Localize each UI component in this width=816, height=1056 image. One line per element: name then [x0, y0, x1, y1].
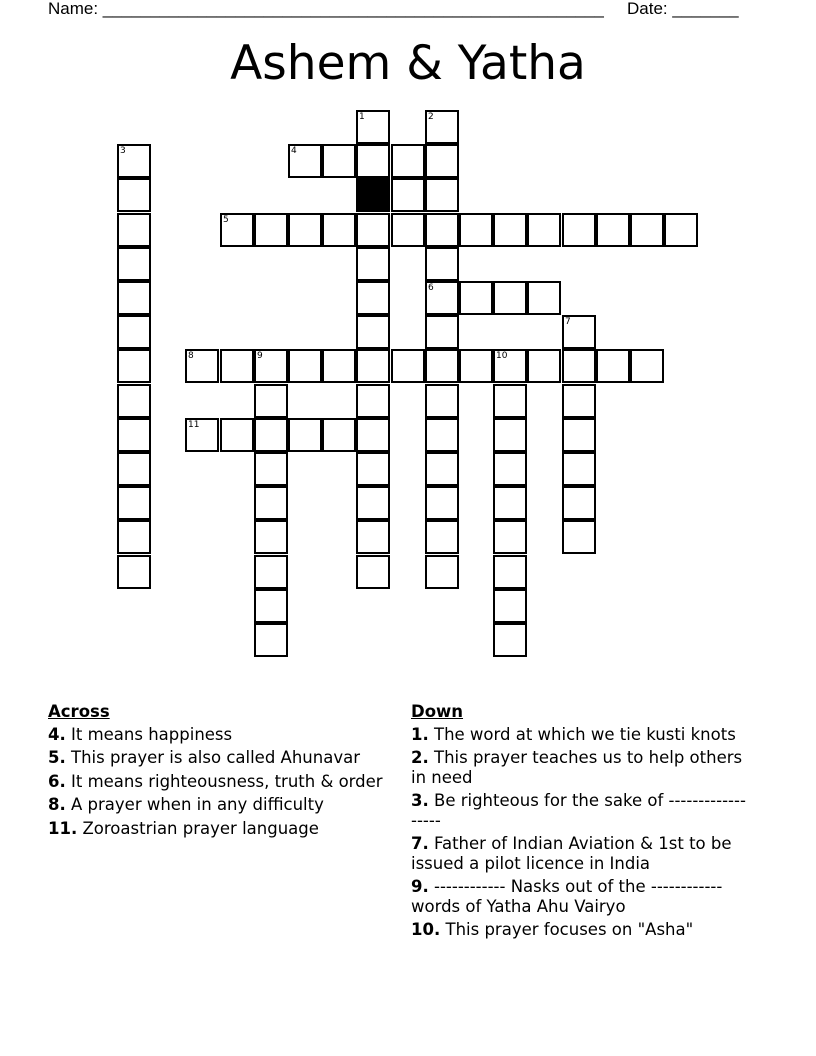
grid-cell[interactable] — [356, 315, 390, 349]
clue-number: 8 — [188, 351, 194, 361]
grid-cell[interactable] — [356, 110, 390, 144]
grid-cell[interactable] — [356, 247, 390, 281]
grid-cell[interactable] — [322, 144, 356, 178]
grid-cell[interactable] — [322, 213, 356, 247]
grid-cell[interactable] — [185, 349, 219, 383]
clue-down-10: 10. This prayer focuses on "Asha" — [411, 920, 694, 939]
page-title: Ashem & Yatha — [230, 36, 586, 91]
clue-number: 7 — [565, 317, 571, 327]
grid-cell[interactable] — [493, 555, 527, 589]
grid-cell[interactable] — [356, 281, 390, 315]
grid-cell[interactable] — [356, 349, 390, 383]
clue-number: 4 — [291, 146, 297, 156]
grid-cell[interactable] — [664, 213, 698, 247]
grid-cell[interactable] — [562, 349, 596, 383]
grid-cell[interactable] — [117, 247, 151, 281]
clue-number: 6 — [428, 283, 434, 293]
grid-cell[interactable] — [425, 349, 459, 383]
grid-cell[interactable] — [254, 486, 288, 520]
grid-cell[interactable] — [356, 144, 390, 178]
grid-cell[interactable] — [425, 213, 459, 247]
grid-cell[interactable] — [117, 486, 151, 520]
clue-number: 2 — [428, 112, 434, 122]
grid-cell[interactable] — [391, 144, 425, 178]
grid-cell[interactable] — [254, 555, 288, 589]
grid-cell[interactable] — [630, 349, 664, 383]
grid-cell[interactable] — [425, 247, 459, 281]
grid-cell[interactable] — [562, 486, 596, 520]
grid-cell[interactable] — [425, 418, 459, 452]
grid-cell[interactable] — [562, 384, 596, 418]
grid-cell[interactable] — [117, 281, 151, 315]
grid-cell[interactable] — [459, 213, 493, 247]
grid-cell[interactable] — [220, 418, 254, 452]
grid-cell[interactable] — [562, 520, 596, 554]
grid-cell[interactable] — [596, 213, 630, 247]
grid-cell[interactable] — [425, 178, 459, 212]
grid-cell[interactable] — [493, 418, 527, 452]
grid-cell[interactable] — [391, 178, 425, 212]
grid-cell[interactable] — [220, 349, 254, 383]
clue-across-6: 6. It means righteousness, truth & order — [48, 771, 383, 791]
grid-cell[interactable] — [288, 144, 322, 178]
across-clues — [48, 702, 388, 842]
grid-cell[interactable] — [425, 520, 459, 554]
grid-cell[interactable] — [356, 520, 390, 554]
grid-cell[interactable] — [562, 213, 596, 247]
grid-cell[interactable] — [117, 555, 151, 589]
clue-across-8: 8. A prayer when in any difficulty — [48, 795, 324, 814]
grid-cell[interactable] — [630, 213, 664, 247]
grid-cell[interactable] — [425, 281, 459, 315]
date-field[interactable]: Date: _______ — [627, 0, 739, 18]
grid-cell[interactable] — [288, 213, 322, 247]
grid-cell[interactable] — [493, 520, 527, 554]
grid-cell[interactable] — [425, 110, 459, 144]
grid-cell[interactable] — [288, 349, 322, 383]
name-field[interactable]: Name: _____________________________________________________ — [48, 0, 604, 18]
clue-number: 9 — [257, 351, 263, 361]
grid-cell[interactable] — [425, 315, 459, 349]
down-clues — [411, 702, 751, 944]
grid-cell[interactable] — [185, 418, 219, 452]
grid-cell[interactable] — [254, 213, 288, 247]
grid-cell[interactable] — [493, 623, 527, 657]
grid-cell[interactable] — [356, 213, 390, 247]
grid-block — [356, 178, 390, 212]
grid-cell[interactable] — [596, 349, 630, 383]
clue-number: 1 — [359, 112, 365, 122]
grid-cell[interactable] — [425, 452, 459, 486]
grid-cell[interactable] — [322, 349, 356, 383]
grid-cell[interactable] — [391, 213, 425, 247]
grid-cell[interactable] — [254, 623, 288, 657]
grid-cell[interactable] — [425, 555, 459, 589]
grid-cell[interactable] — [493, 384, 527, 418]
clue-across-11: 11. Zoroastrian prayer language — [48, 818, 319, 838]
grid-cell[interactable] — [562, 315, 596, 349]
grid-cell[interactable] — [493, 452, 527, 486]
grid-cell[interactable] — [459, 281, 493, 315]
grid-cell[interactable] — [562, 418, 596, 452]
grid-cell[interactable] — [356, 555, 390, 589]
grid-cell[interactable] — [117, 418, 151, 452]
grid-cell[interactable] — [254, 384, 288, 418]
grid-cell[interactable] — [493, 349, 527, 383]
grid-cell[interactable] — [493, 486, 527, 520]
grid-cell[interactable] — [562, 452, 596, 486]
down-heading: Down — [411, 702, 464, 721]
clue-number: 5 — [223, 215, 229, 225]
grid-cell[interactable] — [117, 213, 151, 247]
grid-cell[interactable] — [117, 452, 151, 486]
grid-cell[interactable] — [527, 213, 561, 247]
grid-cell[interactable] — [493, 213, 527, 247]
grid-cell[interactable] — [425, 144, 459, 178]
grid-cell[interactable] — [527, 349, 561, 383]
clue-across-4: 4. It means happiness — [48, 724, 233, 744]
clue-down-2: 2. This prayer teaches us to help others in need — [411, 748, 743, 787]
across-heading: Across — [48, 702, 110, 721]
grid-cell[interactable] — [117, 315, 151, 349]
grid-cell[interactable] — [117, 384, 151, 418]
grid-cell[interactable] — [459, 349, 493, 383]
clue-down-1: 1. The word at which we tie kusti knots — [411, 724, 736, 744]
clue-down-7: 7. Father of Indian Aviation & 1st to be issued a pilot licence in India — [411, 834, 732, 873]
grid-cell[interactable] — [425, 384, 459, 418]
grid-cell[interactable] — [288, 418, 322, 452]
grid-cell[interactable] — [356, 418, 390, 452]
grid-cell[interactable] — [117, 349, 151, 383]
grid-cell[interactable] — [493, 281, 527, 315]
grid-cell[interactable] — [356, 486, 390, 520]
grid-cell[interactable] — [254, 520, 288, 554]
clue-across-5: 5. This prayer is also called Ahunavar — [48, 748, 360, 767]
grid-cell[interactable] — [254, 349, 288, 383]
clue-down-9: 9. ------------ Nasks out of the ------------ words of Yatha Ahu Vairyo — [411, 877, 723, 916]
grid-cell[interactable] — [493, 589, 527, 623]
grid-cell[interactable] — [117, 520, 151, 554]
clue-down-3: 3. Be righteous for the sake of ------------------ — [411, 791, 746, 830]
grid-cell[interactable] — [117, 178, 151, 212]
grid-cell[interactable] — [254, 452, 288, 486]
grid-cell[interactable] — [254, 418, 288, 452]
grid-cell[interactable] — [425, 486, 459, 520]
grid-cell[interactable] — [220, 213, 254, 247]
grid-cell[interactable] — [254, 589, 288, 623]
clue-number: 3 — [120, 146, 126, 156]
clue-number: 10 — [496, 351, 508, 361]
grid-cell[interactable] — [117, 144, 151, 178]
grid-cell[interactable] — [356, 452, 390, 486]
clue-number: 11 — [188, 420, 200, 430]
grid-cell[interactable] — [322, 418, 356, 452]
grid-cell[interactable] — [527, 281, 561, 315]
grid-cell[interactable] — [391, 349, 425, 383]
grid-cell[interactable] — [356, 384, 390, 418]
